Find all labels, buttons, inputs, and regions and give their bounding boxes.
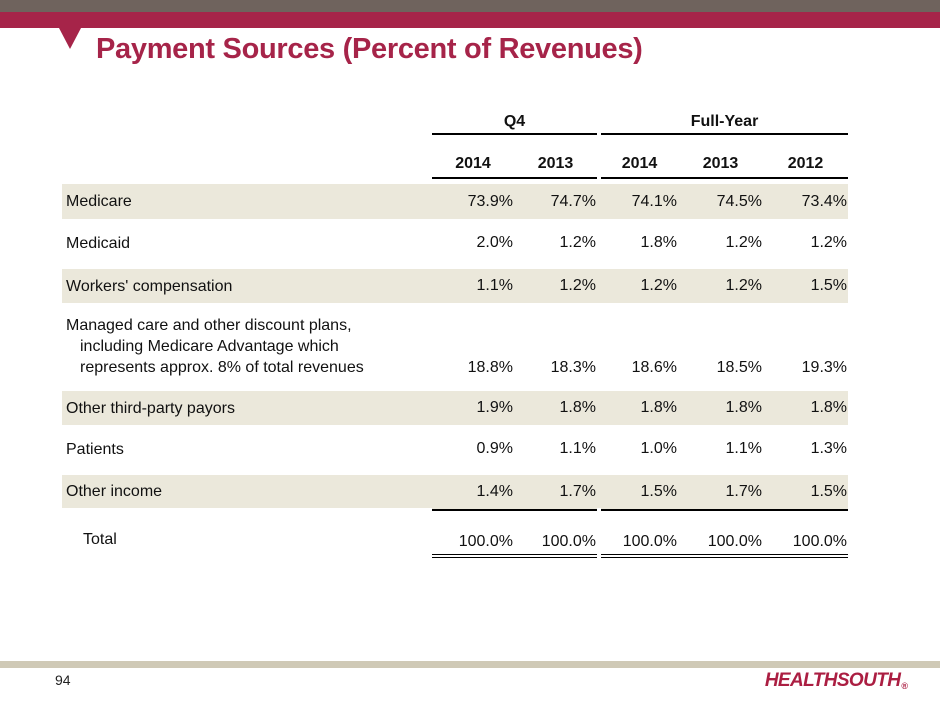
cell-value: 100.0% [678, 511, 763, 558]
group-header-row [62, 105, 848, 135]
year-header: 2013 [514, 135, 597, 179]
top-accent-bar [0, 12, 940, 28]
cell-value: 1.7% [514, 470, 597, 511]
cell-value: 1.1% [725, 440, 762, 457]
cell-value: 100.0% [601, 511, 678, 558]
table-row [62, 470, 848, 511]
cell-value: 1.8% [601, 386, 678, 428]
row-label: Total [83, 531, 117, 548]
year-header-row [62, 135, 848, 179]
page-number: 94 [55, 672, 71, 688]
row-label: Managed care and other discount plans, including Medicare Advantage which represents approx. 8% of total revenues [66, 316, 364, 376]
cell-value: 74.5% [678, 179, 763, 222]
cell-value: 1.2% [810, 234, 848, 251]
table-row [62, 222, 848, 264]
cell-value: 1.8% [514, 386, 597, 428]
cell-value: 1.2% [601, 264, 678, 306]
cell-value: 1.5% [763, 264, 848, 306]
cell-value: 0.9% [476, 440, 513, 457]
table-row [62, 428, 848, 470]
cell-value: 100.0% [432, 511, 514, 558]
table-row [62, 179, 848, 222]
row-label: Patients [66, 440, 124, 458]
footer-divider-bar [0, 661, 940, 668]
cell-value: 1.2% [725, 234, 762, 251]
total-row [62, 511, 848, 558]
cell-value: 1.2% [514, 264, 597, 306]
cell-value: 1.8% [640, 234, 677, 251]
column-group-full-year: Full-Year [601, 105, 848, 135]
cell-value: 1.4% [432, 470, 514, 511]
cell-value: 1.0% [640, 440, 677, 457]
cell-value: 18.3% [550, 359, 596, 376]
cell-value: 1.9% [432, 386, 514, 428]
cell-value: 100.0% [514, 511, 597, 558]
year-header: 2013 [678, 135, 763, 179]
cell-value: 1.2% [678, 264, 763, 306]
cell-value: 2.0% [476, 234, 513, 251]
cell-value: 74.7% [514, 179, 597, 222]
slide-title: Payment Sources (Percent of Revenues) [96, 33, 643, 65]
year-header: 2014 [601, 135, 678, 179]
payment-sources-table [62, 105, 848, 558]
table-row [62, 306, 848, 386]
cell-value: 100.0% [763, 511, 848, 558]
cell-value: 1.1% [432, 264, 514, 306]
row-label: Other third-party payors [62, 386, 432, 428]
cell-value: 1.2% [559, 234, 596, 251]
cell-value: 1.1% [559, 440, 596, 457]
year-header: 2014 [432, 135, 514, 179]
row-label: Medicaid [66, 234, 131, 252]
cell-value: 1.7% [678, 470, 763, 511]
year-header: 2012 [763, 135, 848, 179]
cell-value: 73.4% [763, 179, 848, 222]
cell-value: 1.5% [763, 470, 848, 511]
column-group-q4: Q4 [432, 105, 597, 135]
row-label: Workers' compensation [62, 264, 432, 306]
row-label: Medicare [62, 179, 432, 222]
table-row [62, 386, 848, 428]
cell-value: 1.5% [601, 470, 678, 511]
cell-value: 1.8% [678, 386, 763, 428]
logo-text: HEALTHSOUTH [764, 670, 901, 691]
cell-value: 18.5% [716, 359, 762, 376]
top-gray-bar [0, 0, 940, 12]
table-row [62, 264, 848, 306]
down-triangle-marker [59, 28, 81, 49]
row-label: Other income [62, 470, 432, 511]
registered-mark: ® [901, 681, 908, 691]
cell-value: 19.3% [801, 359, 848, 376]
cell-value: 73.9% [432, 179, 514, 222]
cell-value: 18.6% [631, 359, 677, 376]
cell-value: 74.1% [601, 179, 678, 222]
healthsouth-logo [765, 670, 908, 692]
cell-value: 18.8% [467, 359, 513, 376]
cell-value: 1.3% [810, 440, 848, 457]
cell-value: 1.8% [763, 386, 848, 428]
